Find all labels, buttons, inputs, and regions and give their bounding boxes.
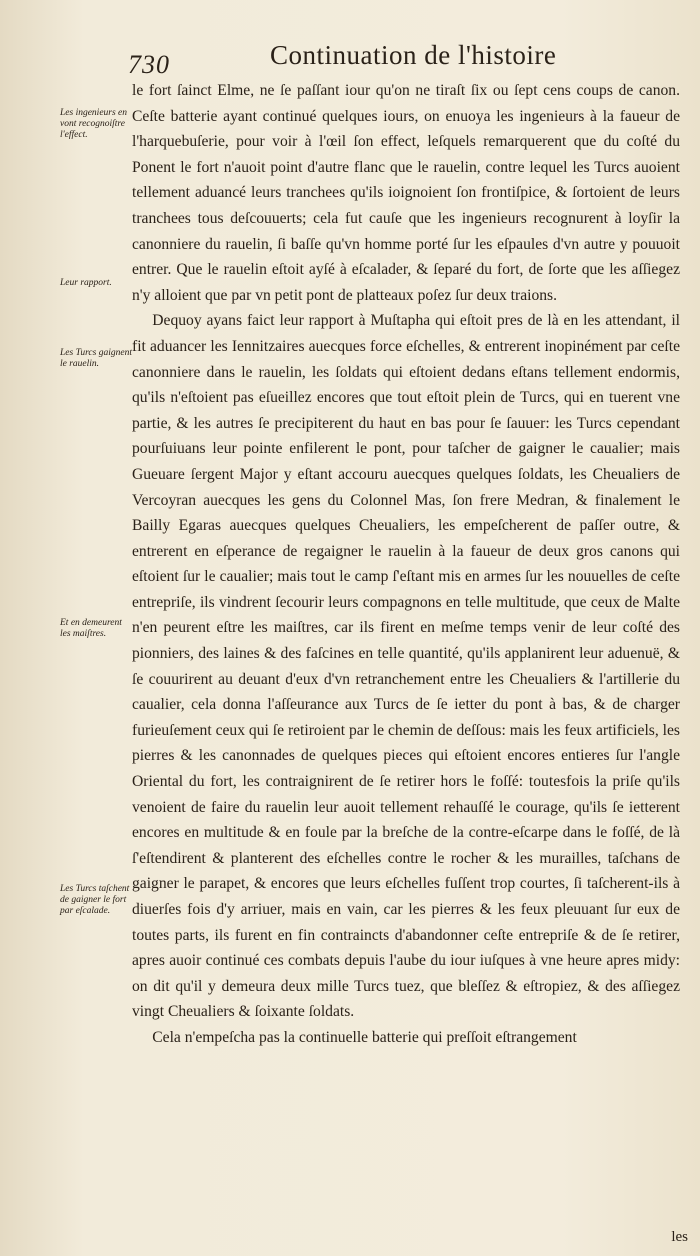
- body-text: [132, 78, 680, 1051]
- catchword: les: [671, 1229, 688, 1245]
- margin-note-maistres: Et en demeurent les maiſtres.: [60, 618, 122, 639]
- margin-note-rapport: Leur rapport.: [60, 278, 112, 288]
- margin-note-escalade: Les Turcs taſchent de gaigner le fort par eſcalade.: [60, 884, 130, 916]
- paragraph-2: Dequoy ayans faict leur rapport à Muſtapha qui eſtoit pres de là en les attendant, il fit aduancer les Iennitzaires auecques force eſchelles, & entrerent inopinément par ceſte canonniere dans le rauelin, les ſoldats qui eſtoient dedans eſtans tellement endormis, qu'ils n'eſtoient pas eſueillez encores que tout eſtoit plein de Turcs, qui en tuerent vne partie, & les autres ſe precipiterent du haut en bas pour ſe ſauuer: les Turcs cependant pourſuiuans leur pointe enfilerent le pont, pour taſcher de gaigner le caualier; mais Gueuare ſergent Major y eſtant accouru auecques quelques ſoldats, les Cheualiers de Vercoyran auecques les gens du Colonnel Mas, ſon frere Medran, & finalement le Bailly Egaras auecques quelques Cheualiers, les empeſcherent de paſſer outre, & entrerent en eſperance de regaigner le rauelin à la faueur de deux gros canons qui eſtoient ſur le caualier; mais tout le camp ſ'eſtant mis en armes ſur les nouuelles de ceſte entrepriſe, ils vindrent ſecourir leurs compagnons en telle multitude, que ceux de Malte n'en peurent eſtre les maiſtres, car ils firent en meſme temps venir de leur coſté des pionniers, des laines & des faſcines en telle quantité, qu'ils applanirent leur aduenuë, & ſe couurirent au deuant d'eux d'vn retranchement entre les Cheualiers & l'artillerie du caualier, cela donna l'aſſeurance aux Turcs de ſe ietter du pont à bas, & de charger furieuſement ceux qui ſe retiroient par le chemin de deſſous: mais les feux artificiels, les pierres & les canonnades de quelques pieces qui eſtoient encores entieres ſur l'angle Oriental du fort, les contraignirent de ſe retirer hors le foſſé: toutesfois la priſe qu'ils venoient de faire du rauelin leur auoit tellement rehauſſé le courage, qu'ils ſe ietterent encores en multitude & en foule par la breſche de la contre-eſcarpe dans le foſſé, de là ſ'eſtendirent & planterent des eſchelles contre le rocher & les murailles, taſchans de gaigner le parapet, & encores que leurs eſchelles fuſſent trop courtes, ſi taſcherent-ils à diuerſes fois d'y arriuer, mais en vain, car les pierres & les feux pleuuant ſur eux de toutes parts, ils furent en fin contraincts d'abandonner ceſte entrepriſe & de ſe retirer, apres auoir continué ces combats depuis l'aube du iour iuſques à vne heure apres midy: on dit qu'il y demeura deux mille Turcs tuez, que bleſſez & eſtropiez, & des aſſiegez vingt Cheualiers & ſoixante ſoldats.: [132, 312, 680, 1021]
- running-head: Continuation de l'histoire: [270, 40, 557, 70]
- margin-note-ingenieurs: Les ingenieurs en vont recognoiſtre l'effect.: [60, 108, 128, 140]
- page-number: 730: [128, 50, 170, 79]
- margin-note-rauelin: Les Turcs gaignent le rauelin.: [60, 348, 132, 369]
- paragraph-1: le fort ſainct Elme, ne ſe paſſant iour qu'on ne tiraſt ſix ou ſept cens coups de canon. Ceſte batterie ayant continué quelques iours, on enuoya les ingenieurs à la faueur de l'harquebuſerie, pour voir à l'œil ſon effect, leſquels remarquerent que du coſté du Ponent le fort n'auoit point d'autre flanc que le rauelin, contre lequel les Turcs auoient tellement aduancé leurs tranchees qu'ils ioignoient ſon frontiſpice, & ſortoient de leurs tranchees tous deſcouuerts; cela fut cauſe que les ingenieurs recognurent à loyſir la canonniere du rauelin, ſi baſſe qu'vn homme porté ſur les eſpaules d'vn autre y pouuoit entrer. Que le rauelin eſtoit ayſé à eſcalader, & ſeparé du fort, de ſorte que les aſſiegez n'y alloient que par vn petit pont de platteaux poſez ſur deux traions.: [132, 82, 680, 304]
- paragraph-3: Cela n'empeſcha pas la continuelle batterie qui preſſoit eſtrangement: [152, 1028, 577, 1046]
